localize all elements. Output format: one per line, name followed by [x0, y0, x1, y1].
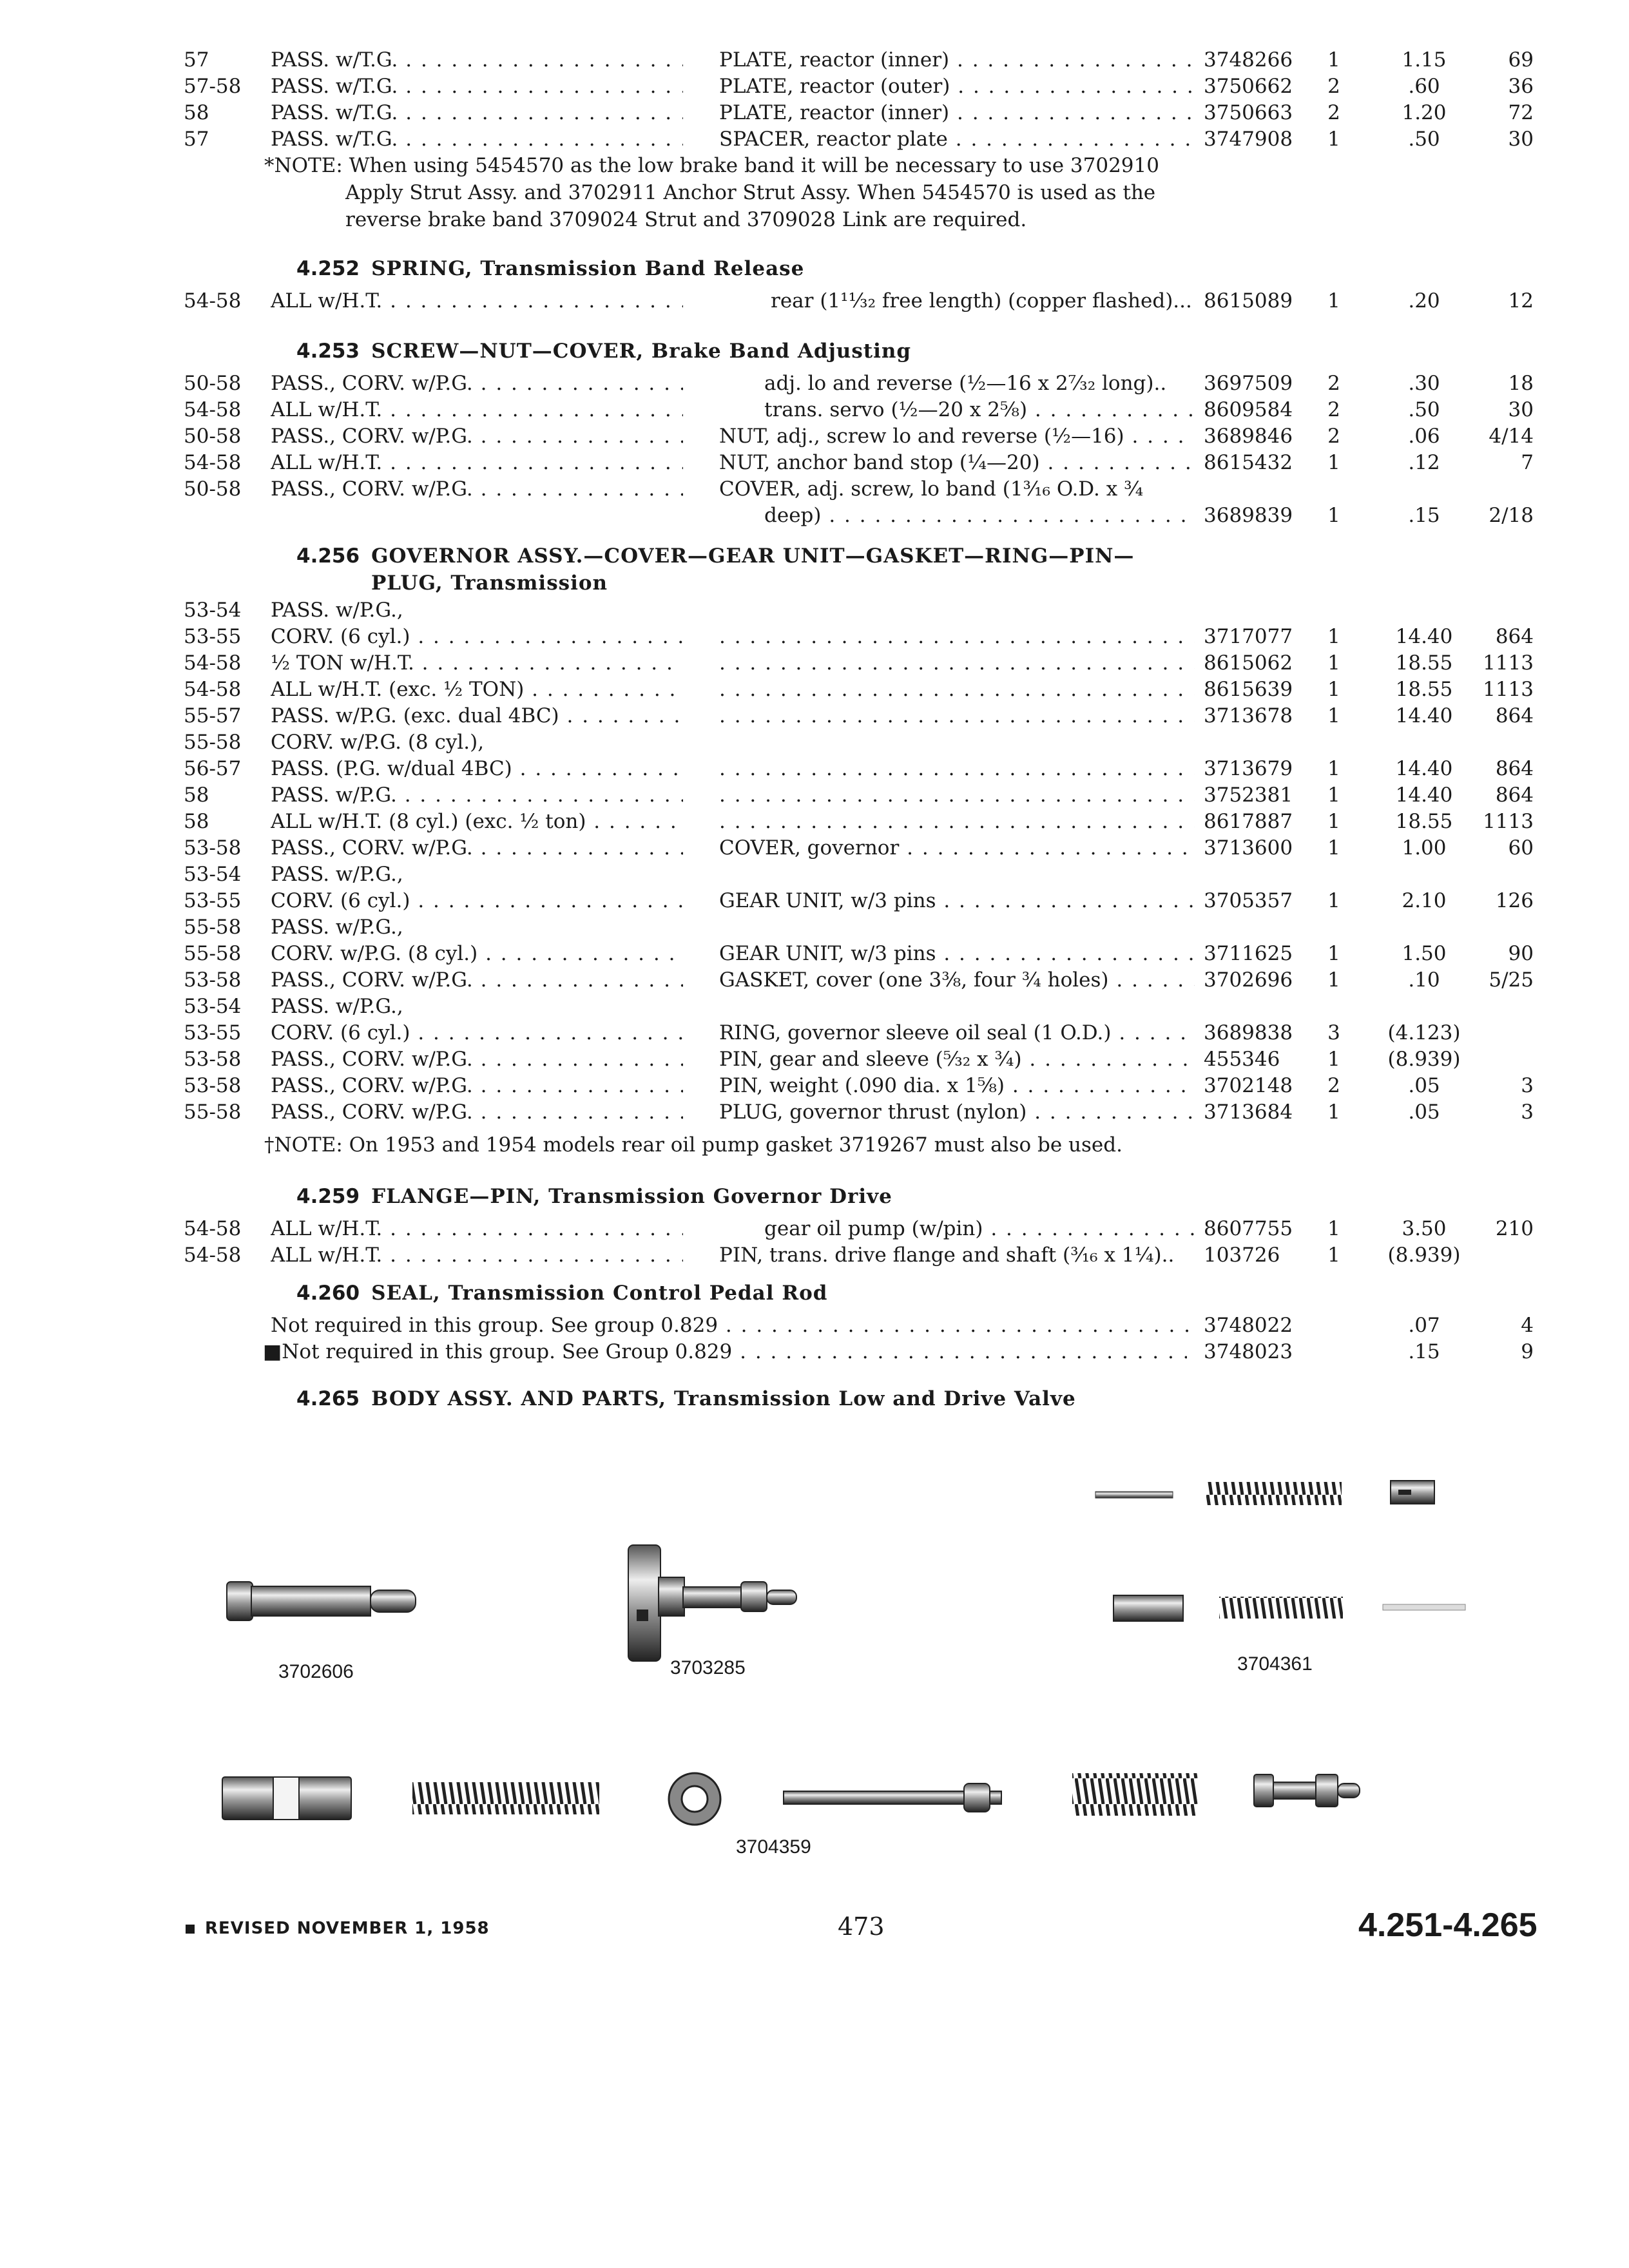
years-cell: 54-58 [184, 1217, 242, 1240]
section-number: 4.260 [296, 1282, 360, 1305]
part-number-cell: 8615432 [1204, 451, 1293, 474]
years-cell: 53-54 [184, 995, 242, 1018]
quantity-cell: 1 [1327, 678, 1340, 701]
bullet-icon [186, 1925, 195, 1934]
part-number-cell: 3705357 [1204, 889, 1293, 912]
part-label: 3702606 [278, 1661, 354, 1682]
description-cell: PLATE, reactor (inner) . . . [719, 46, 1195, 73]
price-cell: 14.40 [1395, 783, 1453, 807]
amount-cell: 12 [1508, 289, 1534, 312]
part-number-cell: 3752381 [1204, 783, 1293, 807]
valve-stem-part [784, 1783, 1001, 1812]
model-cell: PASS., CORV. w/P.G. . . . [271, 966, 683, 994]
part-number-cell: 3750663 [1204, 101, 1293, 124]
model-cell: ALL w/H.T. . . . [271, 1242, 683, 1269]
model-cell: CORV. (6 cyl.) . . . [271, 623, 683, 650]
quantity-cell: 2 [1327, 372, 1340, 395]
revision-text: REVISED NOVEMBER 1, 1958 [205, 1919, 490, 1938]
sleeve-part [1113, 1595, 1183, 1621]
description-cell: PIN, trans. drive flange and shaft (³⁄₁₆ x 1¼).. [719, 1244, 1175, 1267]
years-cell: 58 [184, 783, 209, 807]
part-label: 3704359 [736, 1836, 811, 1858]
section-title: BODY ASSY. AND PARTS, Transmission Low and Drive Valve [371, 1387, 1076, 1410]
model-cell: PASS. w/T.G. . . . [271, 73, 683, 100]
amount-cell: 1113 [1483, 810, 1534, 833]
quantity-cell: 1 [1327, 504, 1340, 527]
amount-cell: 3 [1521, 1100, 1534, 1124]
sleeve-part [1391, 1481, 1434, 1504]
quantity-cell: 1 [1327, 48, 1340, 72]
years-cell: 53-58 [184, 1048, 242, 1071]
section-title: SPRING, Transmission Band Release [371, 257, 805, 280]
description-cell: PLUG, governor thrust (nylon) . . . [719, 1099, 1195, 1126]
price-cell: .60 [1408, 75, 1440, 98]
years-cell: 58 [184, 810, 209, 833]
quantity-cell: 1 [1327, 1244, 1340, 1267]
years-cell: 55-58 [184, 731, 242, 754]
model-cell: CORV. w/P.G. (8 cyl.), [271, 731, 485, 754]
description-cell: gear oil pump (w/pin) . . . [764, 1215, 1195, 1242]
price-cell: 3.50 [1402, 1217, 1447, 1240]
part-number-cell: 8609584 [1204, 398, 1293, 421]
amount-cell: 4 [1521, 1314, 1534, 1337]
section-title: SCREW—NUT—COVER, Brake Band Adjusting [371, 340, 912, 363]
years-cell: 54-58 [184, 289, 242, 312]
description-cell: RING, governor sleeve oil seal (1 O.D.) . . . [719, 1019, 1195, 1046]
years-cell: 56-57 [184, 757, 242, 780]
model-cell: PASS. w/P.G., [271, 916, 403, 939]
model-cell: ALL w/H.T. . . . [271, 449, 683, 476]
description-cell: Not required in this group. See group 0.829 . . . [271, 1312, 1195, 1339]
section-title: PLUG, Transmission [371, 572, 608, 595]
part-number-cell: 3697509 [1204, 372, 1293, 395]
valve-3703285 [628, 1545, 796, 1661]
description-cell: NUT, adj., screw lo and reverse (½—16) . . . [719, 423, 1195, 450]
years-cell: 53-55 [184, 889, 242, 912]
quantity-cell: 2 [1327, 101, 1340, 124]
price-cell: 18.55 [1395, 678, 1453, 701]
part-number-cell: 3750662 [1204, 75, 1293, 98]
years-cell: 54-58 [184, 651, 242, 675]
spring-part [1219, 1597, 1343, 1619]
model-cell: PASS., CORV. w/P.G. . . . [271, 1072, 683, 1099]
section-number: 4.259 [296, 1185, 360, 1208]
amount-cell: 864 [1495, 757, 1534, 780]
model-cell: PASS. w/T.G. . . . [271, 126, 683, 153]
part-number-cell: 8617887 [1204, 810, 1293, 833]
years-cell: 53-55 [184, 625, 242, 648]
years-cell: 53-54 [184, 863, 242, 886]
years-cell: 55-58 [184, 916, 242, 939]
amount-cell: 18 [1508, 372, 1534, 395]
years-cell: 50-58 [184, 477, 242, 501]
spring-part [412, 1782, 599, 1814]
model-cell: PASS. w/P.G. (exc. dual 4BC) . . . [271, 702, 683, 729]
model-cell: PASS., CORV. w/P.G. . . . [271, 476, 683, 503]
description-cell: COVER, governor . . . [719, 834, 1195, 861]
price-cell: .10 [1408, 968, 1440, 992]
amount-cell: 1113 [1483, 678, 1534, 701]
years-cell: 58 [184, 101, 209, 124]
description-cell: PIN, gear and sleeve (⁵⁄₃₂ x ¾) . . . [719, 1046, 1195, 1073]
revision-note [186, 1919, 490, 1938]
part-number-cell: 3689839 [1204, 504, 1293, 527]
price-cell: .15 [1408, 1340, 1440, 1363]
description-cell: COVER, adj. screw, lo band (1³⁄₁₆ O.D. x ¾ [719, 477, 1144, 501]
price-cell: 1.00 [1402, 836, 1447, 860]
part-label: 3703285 [670, 1657, 746, 1678]
amount-cell: 9 [1521, 1340, 1534, 1363]
section-number: 4.252 [296, 257, 360, 280]
quantity-cell: 1 [1327, 289, 1340, 312]
years-cell: 57 [184, 48, 209, 72]
part-number-cell: 3713684 [1204, 1100, 1293, 1124]
years-cell: 54-58 [184, 451, 242, 474]
price-cell: .05 [1408, 1100, 1440, 1124]
part-number-cell: 3748023 [1204, 1340, 1293, 1363]
pin-part [1383, 1604, 1465, 1610]
price-cell: (8.939) [1387, 1244, 1461, 1267]
years-cell: 50-58 [184, 425, 242, 448]
quantity-cell: 1 [1327, 451, 1340, 474]
amount-cell: 60 [1508, 836, 1534, 860]
valve-3702606 [227, 1582, 416, 1620]
model-cell: PASS. (P.G. w/dual 4BC) . . . [271, 755, 683, 782]
years-cell: 53-58 [184, 1074, 242, 1097]
description-cell: GEAR UNIT, w/3 pins . . . [719, 940, 1195, 967]
quantity-cell: 1 [1327, 810, 1340, 833]
pin-part [1095, 1492, 1173, 1498]
part-number-cell: 3689846 [1204, 425, 1293, 448]
amount-cell: 864 [1495, 783, 1534, 807]
quantity-cell: 1 [1327, 783, 1340, 807]
part-number-cell: 3713678 [1204, 704, 1293, 727]
years-cell: 53-58 [184, 836, 242, 860]
price-cell: 1.15 [1402, 48, 1447, 72]
model-cell: PASS., CORV. w/P.G. . . . [271, 370, 683, 397]
spring-part [1072, 1773, 1199, 1816]
spring-part [1206, 1482, 1342, 1505]
quantity-cell: 1 [1327, 1217, 1340, 1240]
years-cell: 54-58 [184, 398, 242, 421]
years-cell: 54-58 [184, 678, 242, 701]
description-cell: rear (1¹¹⁄₃₂ free length) (copper flashed)... [771, 289, 1192, 312]
model-cell: PASS., CORV. w/P.G. . . . [271, 423, 683, 450]
amount-cell: 4/14 [1489, 425, 1534, 448]
model-cell: PASS., CORV. w/P.G. . . . [271, 1099, 683, 1126]
description-cell: trans. servo (½—20 x 2⁵⁄₈) . . . [764, 396, 1195, 423]
amount-cell: 1113 [1483, 651, 1534, 675]
amount-cell: 864 [1495, 704, 1534, 727]
section-title: FLANGE—PIN, Transmission Governor Drive [371, 1185, 892, 1208]
price-cell: .50 [1408, 128, 1440, 151]
price-cell: .06 [1408, 425, 1440, 448]
part-number-cell: 3748022 [1204, 1314, 1293, 1337]
amount-cell: 5/25 [1489, 968, 1534, 992]
description-cell: GASKET, cover (one 3³⁄₈, four ¾ holes) . . . [719, 966, 1195, 994]
model-cell: CORV. w/P.G. (8 cyl.) . . . [271, 940, 683, 967]
section-title: SEAL, Transmission Control Pedal Rod [371, 1282, 828, 1305]
quantity-cell: 1 [1327, 1100, 1340, 1124]
amount-cell: 90 [1508, 942, 1534, 965]
section-number: 4.256 [296, 544, 360, 568]
price-cell: .12 [1408, 451, 1440, 474]
footnote: †NOTE: On 1953 and 1954 models rear oil pump gasket 3719267 must also be used. [264, 1133, 1123, 1157]
section-number: 4.253 [296, 340, 360, 363]
description-cell: adj. lo and reverse (½—16 x 2⁷⁄₃₂ long).. [764, 372, 1167, 395]
section-number: 4.265 [296, 1387, 360, 1410]
quantity-cell: 1 [1327, 128, 1340, 151]
valve-part [1254, 1774, 1360, 1807]
years-cell: 50-58 [184, 372, 242, 395]
quantity-cell: 3 [1327, 1021, 1340, 1044]
price-cell: 14.40 [1395, 757, 1453, 780]
price-cell: 2.10 [1402, 889, 1447, 912]
years-cell: 54-58 [184, 1244, 242, 1267]
model-cell: ALL w/H.T. (8 cyl.) (exc. ½ ton) . . . [271, 808, 683, 835]
quantity-cell: 2 [1327, 398, 1340, 421]
part-number-cell: 455346 [1204, 1048, 1280, 1071]
description-cell: SPACER, reactor plate . . . [719, 126, 1195, 153]
quantity-cell: 1 [1327, 836, 1340, 860]
part-number-cell: 3711625 [1204, 942, 1293, 965]
price-cell: 18.55 [1395, 810, 1453, 833]
quantity-cell: 1 [1327, 968, 1340, 992]
price-cell: 18.55 [1395, 651, 1453, 675]
model-cell: PASS. w/P.G., [271, 863, 403, 886]
model-cell: PASS. w/P.G. . . . [271, 782, 683, 809]
part-number-cell: 8615089 [1204, 289, 1293, 312]
part-number-cell: 8615639 [1204, 678, 1293, 701]
part-number-cell: 3747908 [1204, 128, 1293, 151]
price-cell: 14.40 [1395, 625, 1453, 648]
amount-cell: 69 [1508, 48, 1534, 72]
quantity-cell: 2 [1327, 75, 1340, 98]
model-cell: PASS. w/T.G. . . . [271, 99, 683, 126]
years-cell: 53-54 [184, 599, 242, 622]
quantity-cell: 2 [1327, 425, 1340, 448]
quantity-cell: 1 [1327, 651, 1340, 675]
amount-cell: 2/18 [1489, 504, 1534, 527]
quantity-cell: 2 [1327, 1074, 1340, 1097]
quantity-cell: 1 [1327, 889, 1340, 912]
price-cell: .50 [1408, 398, 1440, 421]
model-cell: PASS. w/T.G. . . . [271, 46, 683, 73]
years-cell: 57 [184, 128, 209, 151]
model-cell: PASS., CORV. w/P.G. . . . [271, 1046, 683, 1073]
years-cell: 53-55 [184, 1021, 242, 1044]
model-cell: CORV. (6 cyl.) . . . [271, 1019, 683, 1046]
part-number-cell: 3702148 [1204, 1074, 1293, 1097]
part-number-cell: 103726 [1204, 1244, 1280, 1267]
price-cell: .30 [1408, 372, 1440, 395]
model-cell: ALL w/H.T. . . . [271, 287, 683, 314]
group-range: 4.251-4.265 [1358, 1907, 1537, 1944]
part-number-cell: 8607755 [1204, 1217, 1293, 1240]
price-cell: .20 [1408, 289, 1440, 312]
price-cell: .07 [1408, 1314, 1440, 1337]
model-cell: ALL w/H.T. . . . [271, 1215, 683, 1242]
part-number-cell: 3713679 [1204, 757, 1293, 780]
washer-3704359 [669, 1773, 720, 1825]
model-cell: ALL w/H.T. . . . [271, 396, 683, 423]
model-cell: CORV. (6 cyl.) . . . [271, 887, 683, 914]
amount-cell: 7 [1521, 451, 1534, 474]
sleeve-part [222, 1777, 351, 1820]
page-number: 473 [838, 1912, 885, 1941]
price-cell: (4.123) [1387, 1021, 1461, 1044]
part-number-cell: 3713600 [1204, 836, 1293, 860]
quantity-cell: 1 [1327, 757, 1340, 780]
note-line: reverse brake band 3709024 Strut and 3709028 Link are required. [345, 208, 1027, 231]
description-cell: GEAR UNIT, w/3 pins . . . [719, 887, 1195, 914]
price-cell: 14.40 [1395, 704, 1453, 727]
description-cell: PLATE, reactor (outer) . . . [719, 73, 1195, 100]
model-cell: ALL w/H.T. (exc. ½ TON) . . . [271, 676, 683, 703]
description-cell: PIN, weight (.090 dia. x 1⁵⁄₈) . . . [719, 1072, 1195, 1099]
amount-cell: 72 [1508, 101, 1534, 124]
part-number-cell: 3748266 [1204, 48, 1293, 72]
description-cell: PLATE, reactor (inner) . . . [719, 99, 1195, 126]
years-cell: 53-58 [184, 968, 242, 992]
part-number-cell: 3702696 [1204, 968, 1293, 992]
amount-cell: 30 [1508, 398, 1534, 421]
model-cell: PASS. w/P.G., [271, 995, 403, 1018]
section-title: GOVERNOR ASSY.—COVER—GEAR UNIT—GASKET—RING—PIN— [371, 544, 1135, 568]
amount-cell: 30 [1508, 128, 1534, 151]
quantity-cell: 1 [1327, 625, 1340, 648]
years-cell: 55-57 [184, 704, 242, 727]
quantity-cell: 1 [1327, 942, 1340, 965]
part-number-cell: 8615062 [1204, 651, 1293, 675]
part-label: 3704361 [1237, 1653, 1313, 1675]
amount-cell: 36 [1508, 75, 1534, 98]
amount-cell: 210 [1495, 1217, 1534, 1240]
amount-cell: 3 [1521, 1074, 1534, 1097]
description-cell: deep) . . . [764, 502, 1195, 529]
price-cell: .05 [1408, 1074, 1440, 1097]
quantity-cell: 1 [1327, 1048, 1340, 1071]
years-cell: 55-58 [184, 1100, 242, 1124]
part-number-cell: 3689838 [1204, 1021, 1293, 1044]
amount-cell: 864 [1495, 625, 1534, 648]
price-cell: (8.939) [1387, 1048, 1461, 1071]
price-cell: 1.20 [1402, 101, 1447, 124]
years-cell: 57-58 [184, 75, 242, 98]
description-cell: ■Not required in this group. See Group 0.829 . . . [263, 1338, 1187, 1365]
price-cell: .15 [1408, 504, 1440, 527]
model-cell: PASS., CORV. w/P.G. . . . [271, 834, 683, 861]
note-line: *NOTE: When using 5454570 as the low brake band it will be necessary to use 3702910 [264, 154, 1159, 177]
part-number-cell: 3717077 [1204, 625, 1293, 648]
model-cell: ½ TON w/H.T. . . . [271, 649, 683, 677]
price-cell: 1.50 [1402, 942, 1447, 965]
quantity-cell: 1 [1327, 704, 1340, 727]
amount-cell: 126 [1495, 889, 1534, 912]
years-cell: 55-58 [184, 942, 242, 965]
description-cell: NUT, anchor band stop (¼—20) . . . [719, 449, 1195, 476]
note-line: Apply Strut Assy. and 3702911 Anchor Strut Assy. When 5454570 is used as the [345, 181, 1156, 204]
model-cell: PASS. w/P.G., [271, 599, 403, 622]
